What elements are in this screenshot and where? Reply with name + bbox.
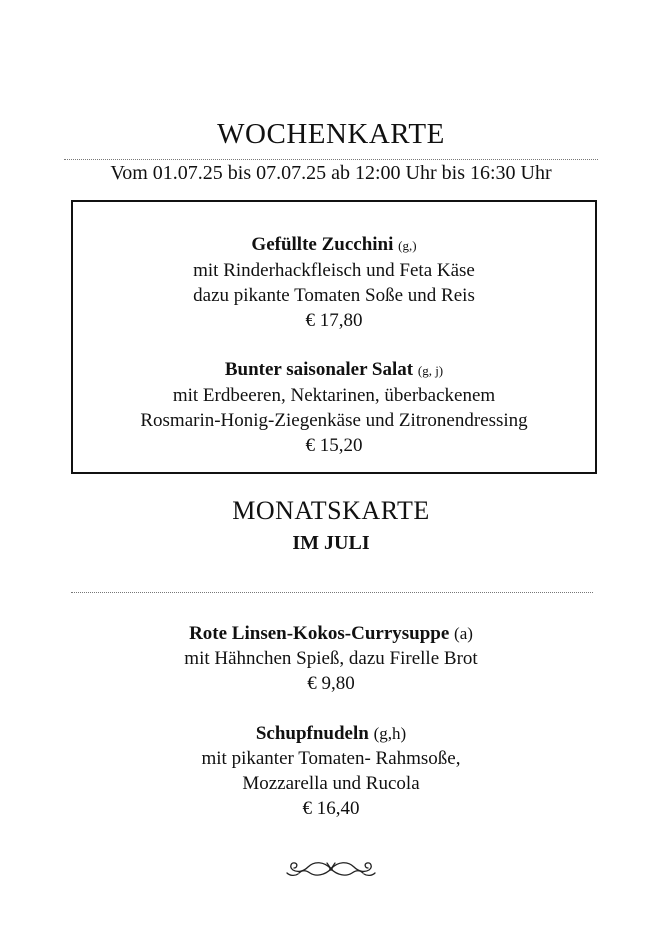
dish-price: € 9,80 [307,673,355,694]
dish-description: mit Hähnchen Spieß, dazu Firelle Brot [184,648,478,669]
dish-description: mit Rinderhackfleisch und Feta Käse [193,260,475,281]
dish-description: Mozzarella und Rucola [242,773,420,794]
dish-name: Gefüllte Zucchini [251,234,394,255]
monthly-divider [71,592,593,593]
dish-price: € 17,80 [305,310,363,331]
dish-name: Bunter saisonaler Salat [224,359,414,380]
dish-allergens: (g,h) [373,724,407,743]
monthly-menu-title: MONATSKARTE [232,496,430,525]
dish-price: € 16,40 [302,798,360,819]
monthly-menu-subtitle: IM JULI [292,532,370,554]
dish-name: Schupfnudeln [255,723,369,744]
flourish-ornament-icon [284,857,378,881]
weekly-menu-title: WOCHENKARTE [217,118,445,150]
dish-description: dazu pikante Tomaten Soße und Reis [193,285,475,306]
dish-description: mit Erdbeeren, Nektarinen, überbackenem [172,385,496,406]
dish-description: Rosmarin-Honig-Ziegenkäse und Zitronendressing [140,410,528,431]
dish-allergens: (g,) [398,238,417,253]
dish-allergens: (a) [454,624,473,643]
weekly-dish-2 [73,357,595,458]
title-divider [64,159,598,160]
dish-name: Rote Linsen-Kokos-Currysuppe [189,623,450,644]
monthly-dish-1 [0,621,662,696]
dish-description: mit pikanter Tomaten- Rahmsoße, [201,748,461,769]
weekly-menu-box [71,200,597,474]
dish-allergens: (g, j) [417,363,444,378]
dish-price: € 15,20 [305,435,363,456]
weekly-menu-period: Vom 01.07.25 bis 07.07.25 ab 12:00 Uhr bis 16:30 Uhr [110,162,552,184]
monthly-dish-2 [0,721,662,821]
weekly-dish-1 [73,232,595,333]
